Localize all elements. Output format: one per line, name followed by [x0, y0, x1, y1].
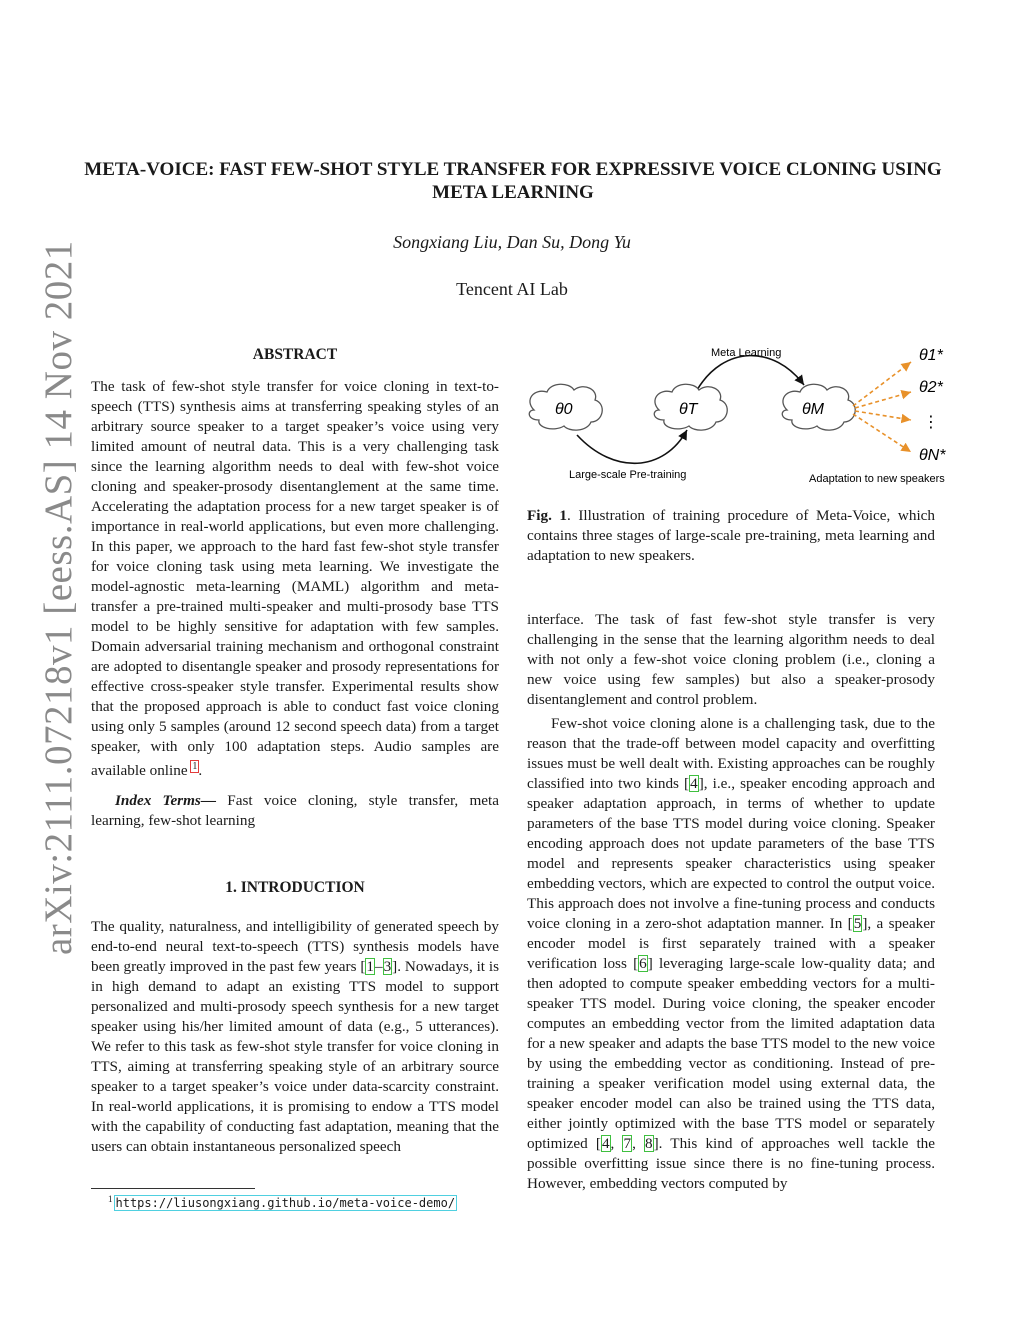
footnote-url[interactable]: https://liusongxiang.github.io/meta-voice-demo/	[115, 1196, 456, 1211]
citation-link[interactable]: 4	[601, 1135, 610, 1152]
paper-affiliation: Tencent AI Lab	[456, 279, 568, 299]
right-column	[527, 610, 935, 1194]
citation-link[interactable]: 8	[645, 1135, 653, 1152]
output-theta-1: θ1*	[919, 347, 943, 364]
output-theta-2: θ2*	[919, 379, 943, 396]
citation-link[interactable]: 3	[383, 958, 392, 975]
adaptation-arrows	[853, 362, 911, 452]
index-terms: Index Terms— Fast voice cloning, style transfer, meta learning, few-shot learning	[91, 792, 500, 830]
cloud-theta-t	[654, 384, 727, 430]
node-theta-t: θT	[679, 401, 698, 418]
citation-link[interactable]: 5	[853, 915, 862, 932]
right-paragraph-1: interface. The task of fast few-shot style transfer is very challenging in the sense that the learning algorithm needs to deal with not only a few-shot voice cloning problem (i.e., cloning a new voice using few samples) but also a speaker-prosody disentanglement and control problem.	[527, 611, 935, 708]
citation-link[interactable]: 6	[639, 955, 647, 972]
figure-caption: Fig. 1. Illustration of training procedure of Meta-Voice, which contains three stages of large-scale pre-training, meta learning and adaptation to new speakers.	[527, 507, 935, 564]
right-paragraph-2: Few-shot voice cloning alone is a challenging task, due to the reason that the trade-off between model capacity and overfitting issues must be well dealt with. Existing approaches can be roughly classified into two kinds [4], i.e., speaker encoding approach and speaker adaptation approach, in terms of whether to update parameters of the base TTS model during voice cloning. Speaker encoding approach does not update parameters of the base TTS model and represents speaker characteristics using speaker embedding vectors, which are expected to control the output voice. This approach does not involve a fine-tuning process and conducts voice cloning in a zero-shot adaptation manner. In [5], a speaker encoder model is first separately trained with a speaker verification loss [6] leveraging large-scale low-quality data; and then adopted to compute speaker embedding vectors for a multi-speaker TTS model. During voice cloning, the speaker encoder computes an embedding vector from the limited adaptation data for a new speaker and adapts the base TTS model to the new voice by using the embedding vector as conditioning. Instead of pre-training a speaker verification model using external data, the speaker encoder model can also be trained using the TTS data, either jointly optimized with the base TTS model or separately optimized [4, 7, 8]. This kind of approaches well tackle the possible overfitting issue since there is no fine-tuning process. However, embedding vectors computed by	[527, 715, 936, 1192]
output-dots: ⋮	[923, 414, 939, 431]
paper-authors: Songxiang Liu, Dan Su, Dong Yu	[393, 232, 631, 252]
abstract-heading: ABSTRACT	[252, 346, 338, 363]
footnote: $^1$ https://liusongxiang.github.io/meta-voice-demo/	[108, 1194, 456, 1211]
citation-link[interactable]: 4	[690, 775, 698, 792]
citation-link[interactable]: 1	[366, 958, 374, 975]
node-theta-0: θ0	[555, 401, 573, 418]
label-meta-learning: Meta Learning	[711, 347, 782, 359]
training-diagram	[519, 330, 959, 500]
left-column	[91, 377, 499, 831]
cloud-theta-0	[529, 384, 602, 430]
label-adaptation: Adaptation to new speakers	[809, 473, 945, 485]
label-pretraining: Large-scale Pre-training	[569, 469, 687, 481]
arxiv-identifier: arXiv:2111.07218v1 [eess.AS] 14 Nov 2021	[37, 240, 80, 955]
intro-column	[91, 917, 499, 1157]
intro-heading: 1. INTRODUCTION	[225, 879, 365, 896]
footnote-link[interactable]: 1	[192, 761, 198, 772]
figure-1	[519, 330, 959, 500]
node-theta-m: θM	[802, 401, 825, 418]
meta-learning-arrow	[697, 356, 804, 390]
output-theta-n: θN*	[919, 447, 946, 464]
citation-link[interactable]: 7	[623, 1135, 632, 1152]
intro-paragraph: The quality, naturalness, and intelligibility of generated speech by end-to-end neural text-to-speech (TTS) synthesis models have been greatly improved in the past few years [1–3]. Nowadays, it is in high demand to adapt an existing TTS model to support personalized and multi-prosody speech synthesis for a new target speaker using his/her limited amount of data (e.g., 5 utterances). We refer to this task as few-shot style transfer for voice cloning in TTS, aiming at transferring speaking style of an arbitrary source speaker to a target speaker’s voice under data-scarcity constraint. In real-world applications, it is promising to endow a TTS model with the capability of conducting fast adaptation, meaning that the users can obtain instantaneous personalized speech	[91, 918, 499, 1155]
pretraining-arrow	[577, 430, 687, 463]
footnote-rule	[91, 1188, 255, 1189]
paper-title: META-VOICE: FAST FEW-SHOT STYLE TRANSFER FOR EXPRESSIVE VOICE CLONING USING META LEARNING	[84, 159, 942, 203]
abstract-text: The task of few-shot style transfer for voice cloning in text-to-speech (TTS) synthesis aims at transferring speaking styles of an arbitrary source speaker to a target speaker’s voice using very limited amount of neutral data. This is a very challenging task since the learning algorithm needs to deal with few-shot voice cloning and speaker-prosody disentanglement at the same time. Accelerating the adaptation process for a new target speaker is of importance in real-world applications, but even more challenging. In this paper, we approach to the hard fast few-shot style transfer for voice cloning task using meta learning. We investigate the model-agnostic meta-learning (MAML) algorithm and meta-transfer a pre-trained multi-speaker and multi-prosody base TTS model to be highly sensitive for adaptation with few samples. Domain adversarial training mechanism and orthogonal constraint are adopted to disentangle speaker and prosody representations for effective cross-speaker style transfer. Experimental results show that the proposed approach is able to conduct fast voice cloning using only 5 samples (around 12 second speech data) from a target speaker, with only 100 adaptation steps. Audio samples are available online $^1$.	[91, 378, 499, 780]
cloud-theta-m	[782, 384, 855, 430]
